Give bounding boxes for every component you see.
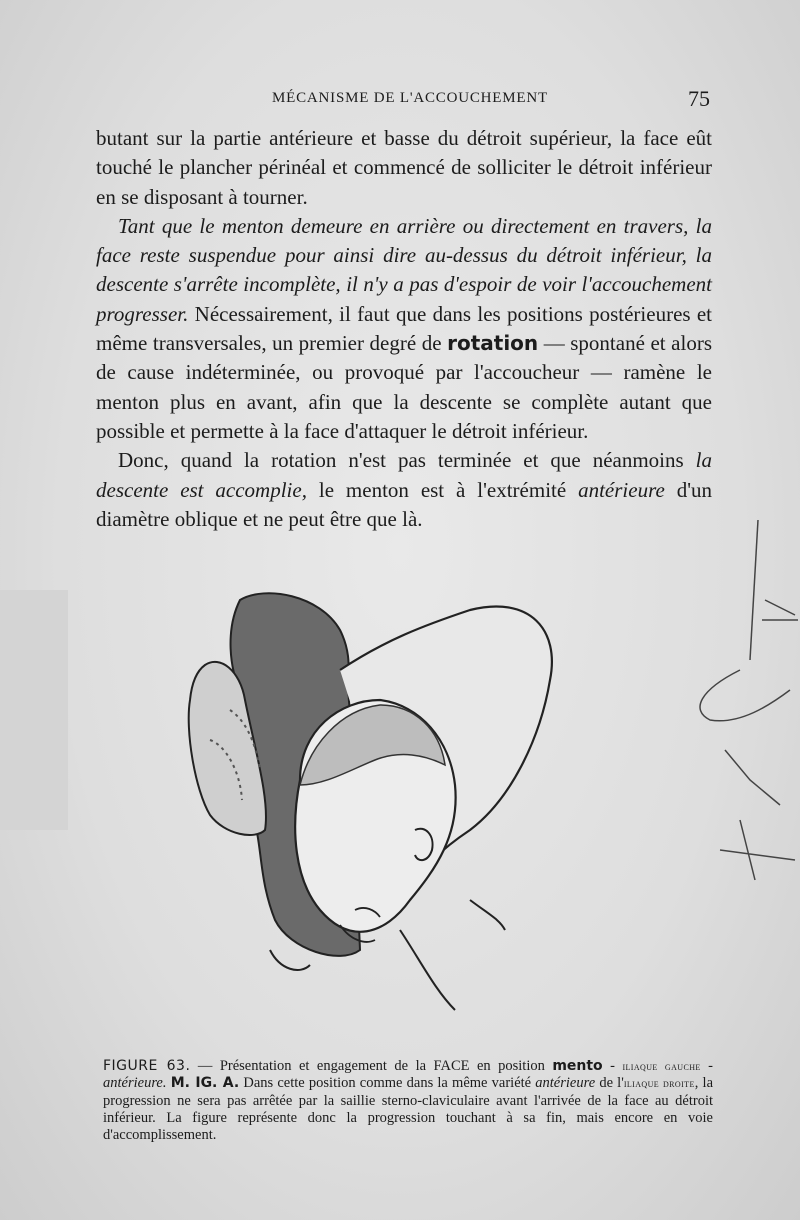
rotation-term: rotation [447,331,539,356]
paragraph-3-italic-2: antérieure [578,477,665,502]
scan-edge-shadow [0,590,68,830]
caption-text-6: de l' [595,1075,624,1092]
caption-caps-1: iliaque gauche [622,1059,701,1073]
caption-italic-2: antérieure [535,1075,596,1092]
paragraph-2 [96,212,712,446]
paragraph-3 [96,446,712,534]
figure-illustration [170,570,570,1040]
caption-text-2: - [602,1058,623,1074]
caption-bold-mento: mento [552,1058,603,1074]
paragraph-3-text-c: d'un diamètre oblique et ne peut être que là. [96,477,712,531]
paragraph-3-italic-1: la descente est accomplie, [96,448,712,502]
paragraph-3-text-b: le menton est à l'extrémité [306,477,579,502]
paragraph-2-text-b: — spontané et alors de cause indéterminée, ou provoqué par l'accoucheur — ramène le menton plus en avant, afin que la descente se complète autant que possible et permette à la face d'attaquer le détroit inférieur. [96,331,712,443]
paragraph-3-text-a: Donc, quand la rotation n'est pas terminée et que néanmoins [118,448,696,473]
baby-arm [400,900,505,1010]
caption-caps-2: iliaque droite [623,1076,695,1091]
body-text [96,124,712,534]
margin-pencil-sketch [680,520,800,940]
caption-bold-abbrev: M. IG. A. [170,1075,240,1092]
caption-text-7: , la progression ne sera pas arrêtée par la saillie sterno-claviculaire avant l'arrivée de la face au détroit inférieur. La figure représente donc la progression touchant à sa fin, mais encore en voie d'accomplissement. [103,1075,714,1144]
baby-head [295,700,455,942]
paragraph-2-italic: Tant que le menton demeure en arrière ou directement en travers, la face reste suspendue pour ainsi dire au-dessus du détroit inférieur, la descente s'arrête incomplète, il n'y a pas d'espoir de voir l'accouchement progresser. [96,213,712,326]
paragraph-2-text-a: Nécessairement, il faut que dans les positions postérieures et même transversales, un premier degré de [96,301,712,356]
figure-caption [103,1058,713,1144]
page-number: 75 [688,86,710,111]
paragraph-1: butant sur la partie antérieure et basse du détroit supérieur, la face eût touché le plancher périnéal et commencé de solliciter le détroit inférieur en se disposant à tourner. [96,126,712,209]
caption-text-1: — Présentation et engagement de la FACE en position [190,1058,553,1074]
figure-label: FIGURE 63. [103,1058,191,1074]
caption-text-5: Dans cette position comme dans la même variété [239,1075,536,1092]
running-head: MÉCANISME DE L'ACCOUCHEMENT [272,90,548,106]
caption-italic-1: antérieure. [103,1075,167,1092]
caption-text-3: - [700,1058,713,1074]
